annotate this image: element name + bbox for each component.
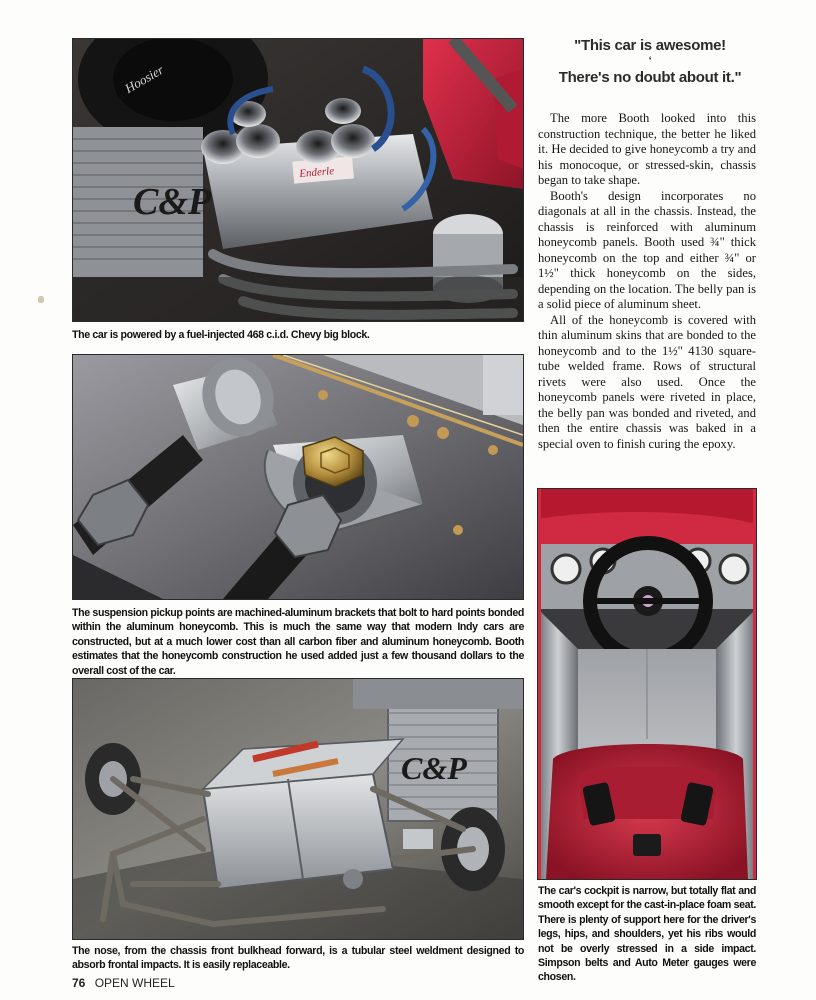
suspension-caption: The suspension pickup points are machined-aluminum brackets that bolt to hard points bonded within the aluminum honeycomb. This is much the same way that modern Indy cars are constructed, but at a much lower cost than all carbon fiber and aluminum honeycomb. Booth estimates that the honeycomb construction he used added just a few thousand dollars to the overall cost of the car. xyxy=(72,607,524,677)
cockpit-caption: The car's cockpit is narrow, but totally flat and smooth except for the cast-in-place foam seat. There is plenty of support here for the driver's legs, hips, and shoulders, yet his ribs would not be overly stressed in a side impact. Simpson belts and Auto Meter gauges were chosen. xyxy=(538,885,756,984)
chassis-photo xyxy=(72,678,524,940)
paper-speck xyxy=(38,296,44,303)
article-paragraph: Booth's design incorporates no diagonals at all in the chassis. Instead, the chassis is reinforced with aluminum honeycomb panels. Booth used ¾" thick honeycomb on the top and either ¾" or 1½" thick honeycomb on the sides, depending on the location. The belly pan is a solid piece of aluminum sheet. xyxy=(538,188,756,311)
article-body xyxy=(538,111,756,452)
tire-brand-text: Hoosier xyxy=(122,61,166,96)
article-paragraph: All of the honeycomb is covered with thin aluminum skins that are bonded to the honeycomb and to the 1½" 4130 square-tube welded frame. Rows of structural rivets were also used. Once the honeycomb panels were riveted in place, the belly pan was bonded and riveted, and then the entire chassis was baked in a special oven to finish curing the epoxy. xyxy=(538,312,756,451)
suspension-photo xyxy=(72,354,524,600)
pull-quote-mark: ‘ xyxy=(648,55,652,67)
radiator-logo: C&P xyxy=(401,750,467,786)
pull-quote xyxy=(540,36,760,88)
article-paragraph: The more Booth looked into this construction technique, the better he liked it. He decided to give honeycomb a try and his monocoque, or stressed-skin, chassis began to take shape. xyxy=(538,111,756,187)
engine-photo xyxy=(72,38,524,322)
engine-caption: The car is powered by a fuel-injected 468 c.i.d. Chevy big block. xyxy=(72,329,370,341)
cockpit-photo xyxy=(537,488,757,880)
intake-brand-text: Enderle xyxy=(298,165,335,181)
page-number: 76 xyxy=(72,976,86,990)
pull-quote-line-2: There's no doubt about it." xyxy=(558,69,742,86)
magazine-name: OPEN WHEEL xyxy=(94,976,175,990)
radiator-logo: C&P xyxy=(133,181,212,223)
chassis-caption: The nose, from the chassis front bulkhead forward, is a tubular steel weldment designed to absorb frontal impacts. It is easily replaceable. xyxy=(72,945,524,972)
pull-quote-line-1: "This car is awesome! xyxy=(574,37,726,54)
page-footer xyxy=(72,976,175,990)
